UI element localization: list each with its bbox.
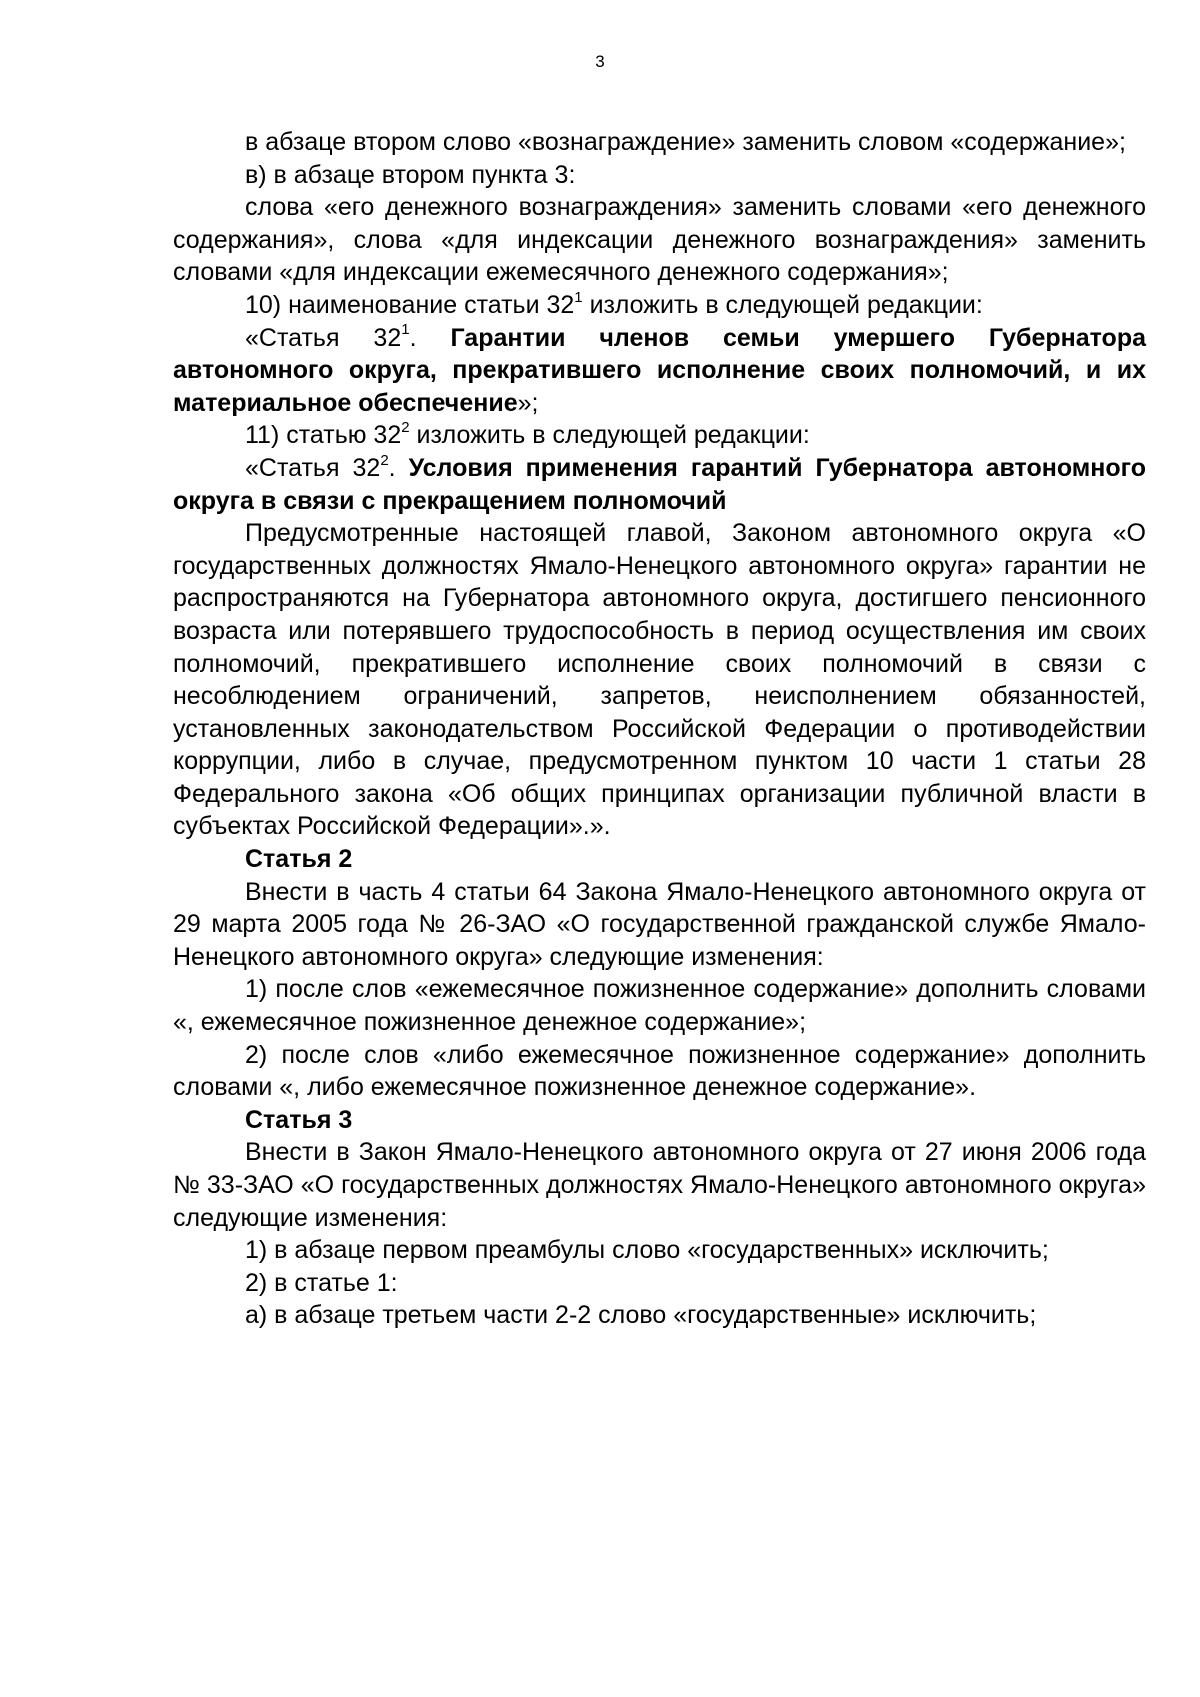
paragraph-article-title bbox=[173, 452, 1146, 517]
article-title: Условия применения гарантий Губернатора автономного округа в связи с прекращением полномочий bbox=[173, 453, 1146, 515]
paragraph: Внести в Закон Ямало-Ненецкого автономного округа от 27 июня 2006 года № 33-ЗАО «О государственных должностях Ямало-Ненецкого автономного округа» следующие изменения: bbox=[173, 1138, 1146, 1232]
paragraph: слова «его денежного вознаграждения» заменить словами «его денежного содержания», слова «для индексации денежного вознаграждения» заменить словами «для индексации ежемесячного денежного содержания»; bbox=[173, 193, 1146, 287]
document-body bbox=[173, 126, 1146, 1332]
article-title: Гарантии членов семьи умершего Губернатора автономного округа, прекратившего исполнение своих полномочий, и их материальное обеспечение bbox=[173, 323, 1146, 417]
article-ref: «Статья $32^1$. bbox=[245, 321, 451, 352]
article-heading: Статья 2 bbox=[245, 845, 353, 874]
paragraph: Предусмотренные настоящей главой, Законом автономного округа «О государственных должностях Ямало-Ненецкого автономного округа» гарантии не распространяются на Губернатора автономного округа, достигшего пенсионного возраста или потерявшего трудоспособность в период осуществления им своих полномочий, прекратившего исполнение своих полномочий в связи с несоблюдением ограничений, запретов, неисполнением обязанностей, установленных законодательством Российской Федерации о противодействии коррупции, либо в случае, предусмотренном пунктом 10 части 1 статьи 28 Федерального закона «Об общих принципах организации публичной власти в субъектах Российской Федерации».». bbox=[173, 519, 1146, 841]
paragraph-article-title bbox=[173, 322, 1146, 420]
paragraph: 2) после слов «либо ежемесячное пожизненное содержание» дополнить словами «, либо ежемесячное пожизненное денежное содержание». bbox=[173, 1040, 1146, 1102]
punctuation: »; bbox=[517, 388, 539, 417]
paragraph: в) в абзаце втором пункта 3: bbox=[245, 160, 576, 189]
paragraph: 10) наименование статьи $32^1$ изложить в следующей редакции: bbox=[245, 288, 983, 319]
paragraph: а) в абзаце третьем части 2-2 слово «государственные» исключить; bbox=[245, 1301, 1037, 1330]
paragraph: 1) после слов «ежемесячное пожизненное содержание» дополнить словами «, ежемесячное пожизненное денежное содержание»; bbox=[173, 975, 1146, 1037]
superscript: 1 bbox=[574, 288, 583, 306]
paragraph: Внести в часть 4 статьи 64 Закона Ямало-Ненецкого автономного округа от 29 марта 2005 года № 26-ЗАО «О государственной гражданской службе Ямало-Ненецкого автономного округа» следующие изменения: bbox=[173, 877, 1146, 971]
article-heading: Статья 3 bbox=[245, 1105, 353, 1134]
page-number: 3 bbox=[595, 52, 605, 71]
superscript: 2 bbox=[401, 419, 410, 437]
superscript: 1 bbox=[401, 321, 410, 339]
paragraph: 2) в статье 1: bbox=[245, 1268, 398, 1297]
paragraph: 11) статью $32^2$ изложить в следующей редакции: bbox=[245, 419, 810, 450]
paragraph: 1) в абзаце первом преамбулы слово «государственных» исключить; bbox=[245, 1236, 1049, 1265]
superscript: 2 bbox=[380, 451, 389, 469]
article-ref: «Статья $32^2$. bbox=[245, 451, 409, 482]
paragraph: в абзаце втором слово «вознаграждение» заменить словом «содержание»; bbox=[245, 128, 1126, 156]
